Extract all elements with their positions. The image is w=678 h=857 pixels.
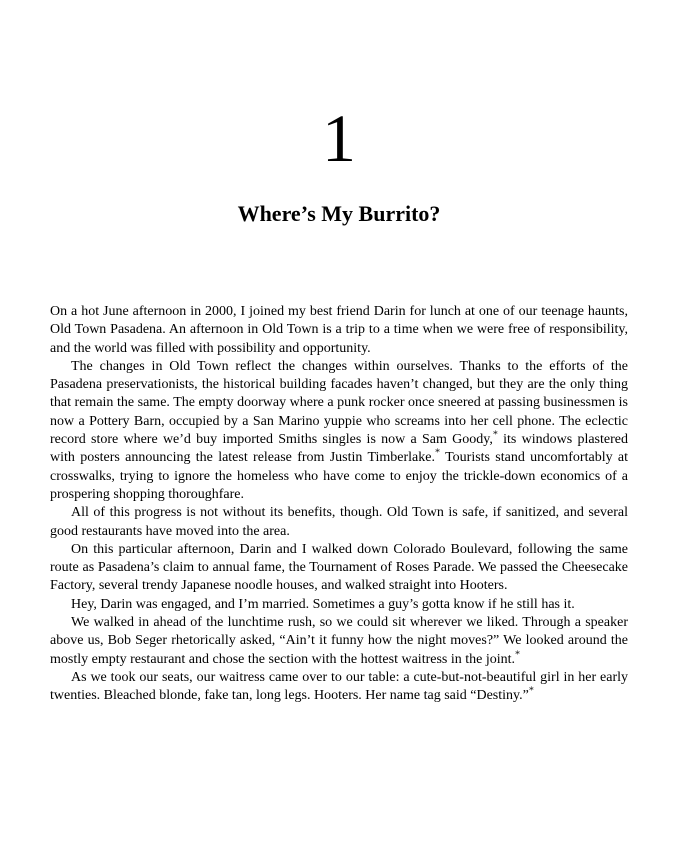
paragraph: We walked in ahead of the lunchtime rush, so we could sit wherever we liked. Through a speaker above us, Bob Seger rhetorically asked, “Ain’t it funny how the night moves?” We looked around the mostly empty restaurant and chose the section with the hottest waitress in the joint.*	[50, 615, 628, 667]
footnote-marker: *	[528, 685, 534, 697]
paragraph: Hey, Darin was engaged, and I’m married. Sometimes a guy’s gotta know if he still has it.	[71, 596, 575, 612]
chapter-title: Where’s My Burrito?	[237, 201, 441, 226]
paragraph: All of this progress is not without its benefits, though. Old Town is safe, if sanitized, and several good restaurants have moved into the area.	[50, 505, 628, 539]
footnote-marker: *	[492, 429, 498, 441]
paragraph: As we took our seats, our waitress came over to our table: a cute-but-not-beautiful girl in her early twenties. Bleached blonde, fake tan, long legs. Hooters. Her name tag said “Destiny.”*	[50, 669, 628, 704]
chapter-number: 1	[322, 100, 356, 176]
paragraph: The changes in Old Town reflect the changes within ourselves. Thanks to the efforts of the Pasadena preservationists, the historical building facades haven’t changed, but they are the only thing that remain the same. The empty doorway where a punk rocker once sneered at passing businessmen is now a Pottery Barn, occupied by a San Marino yuppie who screams into her cell phone. The eclectic record store where we’d buy imported Smiths singles is now a Sam Goody,* its windows plastered with posters announcing the latest release from Justin Timberlake.* Tourists stand uncomfortably at crosswalks, trying to ignore the homeless who have come to enjoy the trickle-down economics of a prospering shopping thoroughfare.	[50, 358, 628, 502]
paragraph: On this particular afternoon, Darin and I walked down Colorado Boulevard, following the same route as Pasadena’s claim to annual fame, the Tournament of Roses Parade. We passed the Cheesecake Factory, several trendy Japanese noodle houses, and walked straight into Hooters.	[50, 541, 628, 594]
footnote-marker: *	[515, 648, 521, 660]
footnote-marker: *	[434, 447, 441, 459]
body-text	[50, 303, 628, 706]
paragraph: On a hot June afternoon in 2000, I joined my best friend Darin for lunch at one of our teenage haunts, Old Town Pasadena. An afternoon in Old Town is a trip to a time when we were free of responsibility, and the world was filled with possibility and opportunity.	[50, 304, 628, 356]
